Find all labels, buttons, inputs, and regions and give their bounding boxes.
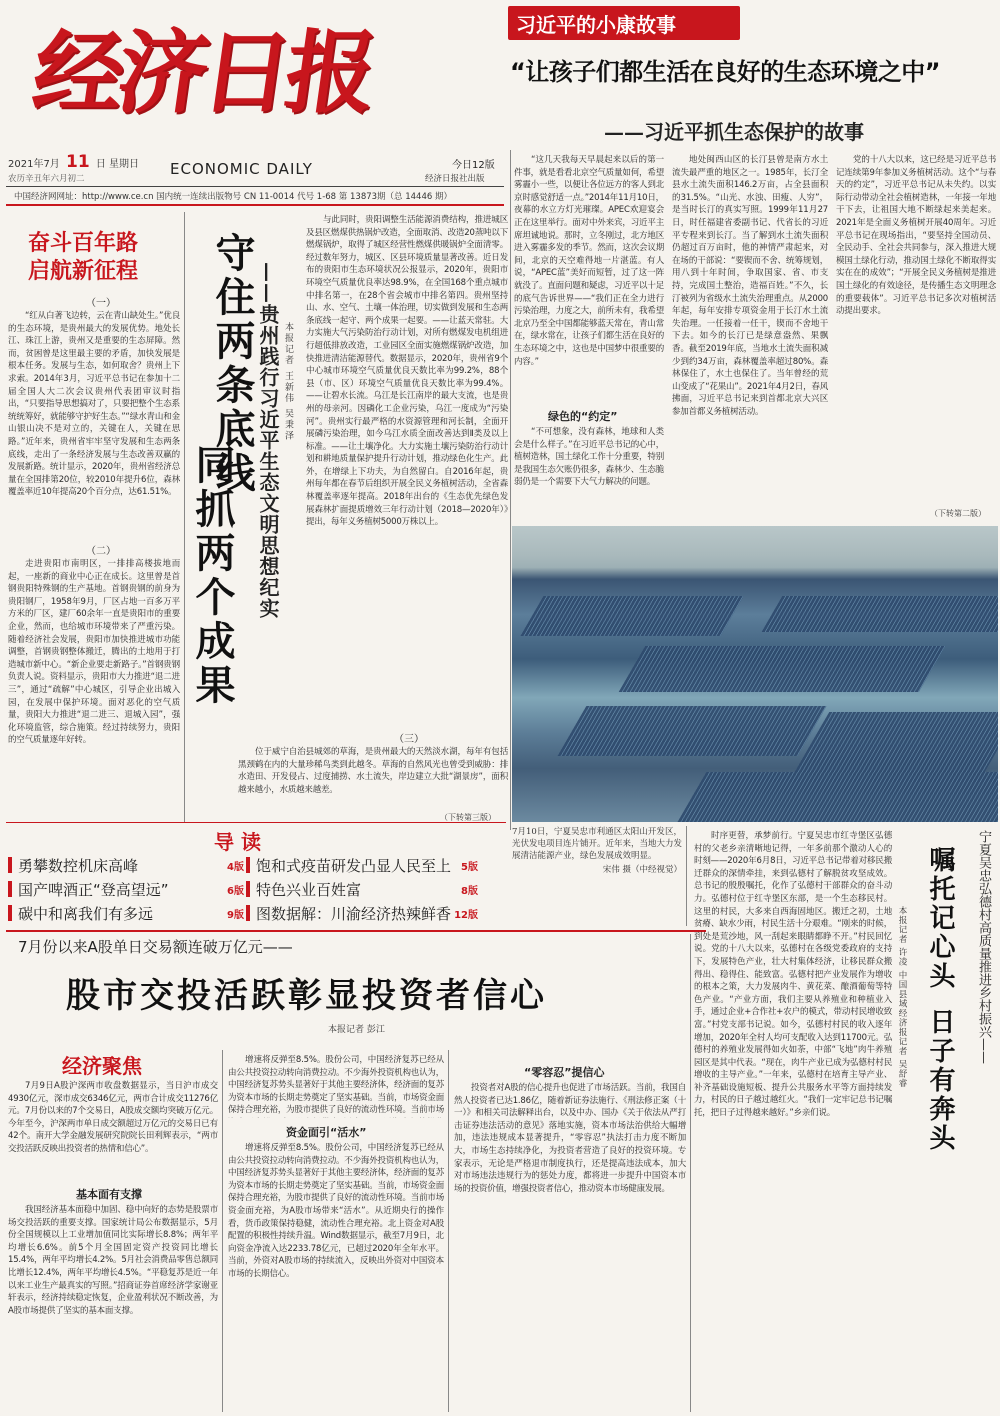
stock-paragraph-1: 7月9日A股沪深两市收盘数据显示，当日沪市成交4930亿元，深市成交6346亿元，两市合计成交11276亿元。7月份以来的7个交易日，A股成交额均突破万亿元。今年至今，沪深两市单日成交额超过万亿元的交易日已有42个。南开大学金融发展研究院院长田利辉表示，“两市交投活跃反映出投资者的热情和信心”。 (8, 1081, 218, 1154)
lunar-date: 农历辛丑年六月初二 (8, 174, 85, 184)
masthead-rule-2 (6, 204, 504, 206)
stock-text-2 (8, 1204, 218, 1412)
center-section-3: （三） (394, 734, 424, 745)
stock-paragraph-4: 投资者对A股的信心提升也促进了市场活跃。当前，我国自然人投资者已达1.86亿，随着新证券法施行、《刑法修正案（十一）》和相关司法解释出台，以及中办、国办《关于依法从严打击证券违法活动的意见》落地实施，资本市场法治供给大幅增加，违法违规成本显著提升，“零容忍”执法打击力度不断加大，市场生态持续净化，为投资者营造了良好的投资环境。专家表示，无论是严格退市制度执行，还是提高违法成本，加大对市场违法违规行为的惩处力度，都将进一步提升中国资本市场的投资价值，增强投资者信心，推动资本市场健康发展。 (454, 1083, 686, 1194)
ningxia-title-2: 日子有奔头 (925, 1008, 955, 1153)
stock-divider-2 (448, 1050, 449, 1412)
daodu-bar-6 (246, 905, 250, 921)
masthead-rule (6, 186, 504, 187)
story-col-1 (514, 154, 664, 404)
daodu-bar-4 (246, 881, 250, 897)
daodu-item-6[interactable] (246, 902, 478, 924)
left-headline-1: 奋斗百年路 (28, 231, 139, 256)
daodu-item-2[interactable] (246, 854, 478, 876)
daodu-title: 导 读 (214, 830, 261, 854)
daodu-item-1[interactable] (8, 854, 244, 876)
solar-farm-photo (512, 526, 998, 822)
ningxia-title-1: 嘱托记心头 (925, 846, 955, 991)
daodu-item-3[interactable] (8, 878, 244, 900)
story-subhead: 绿色的“约定” (548, 410, 618, 423)
stock-subhead-3: “零容忍”提信心 (524, 1066, 605, 1079)
stock-title: 股市交投活跃彰显投资者信心 (66, 976, 547, 1016)
left-paragraph-1: “红从白著飞边转，云在青山缺处生。”优良的生态环境，是贵州最大的发展优势。地处长江、珠江上游，贵州又是重要的生态屏障。然而，贫困曾是这里最主要的矛盾，加快发展是根本任务。发展与生态，如何取舍？贵州上下求索。2014年3月，习近平总书记在参加十二届全国人大二次会议贵州代表团审议时指出，“只要指导思想搞对了，只要把整个生态系统统筹好，就能够守护好生态。”“绿水青山和金山银山决不是对立的，关键在人，关键在思路。”近年来，贵州省牢牢坚守发展和生态两条底线，走出了一条经济发展与生态改善双赢的发展新路。统计显示，2020年，贵州省经济总量在全国排第20位，较2010年提升6位，森林覆盖率近10年提高20个百分点，达61.51%。 (8, 311, 180, 498)
daodu-label-6: 图数据解：川渝经济热辣鲜香 (256, 904, 452, 923)
photo-panels-5 (678, 772, 998, 822)
photo-panels-4 (795, 712, 998, 772)
date-day: 11 (66, 152, 90, 172)
main-byline: 本报记者 王新伟 吴秉泽 (283, 322, 293, 442)
stock-text-3a (228, 1054, 444, 1118)
story-col-3-text: 党的十八大以来，这已经是习近平总书记连续第9年参加义务植树活动。这个“与春天的约定”，习近平总书记从未失约。以实际行动带动全社会植树造林，一年接一年地干下去，让祖国大地不断绿起来美起来。2021年是全面义务植树开展40周年。习近平总书记在现场指出，“要坚持全国动员、全民动手、全社会共同参与，深入推进大规模国土绿化行动，推动国土绿化不断取得实实在在的成效”；“开展全民义务植树是推进国土绿化的有效途径，是传播生态文明理念的重要载体”。习近平总书记多次对植树活动提出要求。 (836, 155, 996, 317)
left-text-1 (8, 310, 180, 532)
story-continued: （下转第二版） (930, 509, 986, 518)
photo-panels-3 (558, 706, 827, 756)
daodu-label-4: 特色兴业百姓富 (256, 880, 362, 899)
stock-text-3b (228, 1142, 444, 1412)
ningxia-paragraph: 时序更替，承梦前行。宁夏吴忠市红寺堡区弘德村的父老乡亲清晰地记得，一年多前那个激动人心的时刻——2020年6月8日，习近平总书记带着对移民搬迁群众的深情牵挂，来到弘德村了解脱贫攻坚成效。总书记的殷殷嘱托，化作了弘德村干部群众的奋斗动力。弘德村位于红寺堡区东部，是一个生态移民村。这里的村民，大多来自西海固地区。搬迁之初，土地贫瘠、缺水少雨，村民生活十分艰难。“刚来的时候，到处是荒沙地，风一刮起来眼睛都睁不开。”村民回忆说。党的十八大以来，弘德村在各级党委政府的支持下，发展特色产业，壮大村集体经济，让移民群众搬得出、稳得住、能致富。弘德村把产业发展作为增收的根本之策，大力发展肉牛、黄花菜、酿酒葡萄等特色产业。“产业方面，我们主要从养殖业和种植业入手，通过企业+合作社+农户的模式，带动村民增收致富。”村党支部书记说。如今，弘德村村民的收入逐年增加，2020年全村人均可支配收入达到11700元。弘德村的养殖业发展得如火如荼，中部“飞地”肉牛养殖园区是其中代表。“现在，肉牛产业已成为弘德村村民增收的主导产业。”一年来，弘德村在培育主导产业、补齐基础设施短板、提升公共服务水平等方面持续发力，村民的日子越过越红火。“我们一定牢记总书记嘱托，把日子过得越来越好。”乡亲们说。 (694, 831, 892, 1119)
stock-divider-3 (690, 934, 691, 1412)
story-col-2-text: 地处闽西山区的长汀县曾是南方水土流失最严重的地区之一。1985年，长汀全县水土流失面积146.2万亩，占全县面积的31.5%。“山光、水浊、田瘦、人穷”，是当时长汀的真实写照。1999年11月27日，时任福建省委副书记、代省长的习近平专程来到长汀。当了解到水土流失面积仍超过百万亩时，他的神情严肃起来，对在场的干部说：“要锲而不舍、统筹规划，用八到十年时间，争取国家、省、市支持，完成国土整治，造福百姓。”不久，长汀被列为省级水土流失治理重点。从2000年起，每年安排专项资金用于长汀水土流失治理。一任接着一任干，锲而不舍地干下去。如今的长汀已是绿意盎然、果飘香。截至2019年底，当地水土流失面积减少到约34万亩，森林覆盖率超过80%。森林保住了，水土也保住了。当年曾经的荒山变成了“花果山”。2021年4月2日，春风拂面，习近平总书记来到首都北京大兴区参加首都义务植树活动。 (672, 155, 828, 417)
story-subtitle: ——习近平抓生态保护的故事 (604, 120, 864, 144)
daodu-page-6: 12版 (454, 909, 478, 921)
daodu-label-1: 勇攀数控机床高峰 (18, 856, 139, 875)
photo-caption-block (512, 826, 682, 926)
story-title: “让孩子们都生活在良好的生态环境之中” (510, 58, 941, 86)
stock-divider-1 (222, 1050, 223, 1412)
daodu-label-2: 饱和式疫苗研发凸显人民至上 (256, 856, 452, 875)
stock-byline: 本报记者 彭江 (328, 1025, 385, 1035)
left-section-1: （一） (86, 298, 116, 309)
daodu-item-4[interactable] (246, 878, 478, 900)
left-paragraph-2: 走进贵阳市南明区，一排排高楼拔地而起，一座新的商业中心正在成长。这里曾是首钢贵阳特殊钢的生产基地。首钢贵钢的前身为贵阳钢厂，1958年9月，厂区占地一百多万平方米的厂区，建厂60余年一直是贵阳市的重要企业，然而，也给城市环境带来了严重污染。随着经济社会发展，贵阳市加快推进城市功能调整，首钢贵钢整体搬迁，腾出的土地用于打造城市新中心。“新企业要走新路子。”首钢贵钢负责人说。资料显示，贵阳市大力推进“退二进三”，通过“疏解”中心城区，引导企业出城入园，在发展中保护环境。面对恶化的空气质量，贵阳大力推进“退二进三、退城入园”，强化环境监管，综合施策。经过持续努力，贵阳的空气质量逐年好转。 (8, 559, 180, 746)
daodu-page-2: 5版 (461, 861, 478, 873)
masthead-english: ECONOMIC DAILY (170, 160, 313, 178)
daodu-label-3: 国产啤酒正“登高望远” (18, 880, 169, 899)
stock-text-4 (454, 1082, 686, 1412)
story-kicker: 习近平的小康故事 (516, 13, 676, 37)
photo-credit: 宋伟 摄（中经视觉） (602, 865, 682, 875)
photo-caption: 7月10日，宁夏吴忠市利通区太阳山开发区，光伏发电项目连片铺开。近年来，当地大力发展清洁能源产业，绿色发展成效明显。 (512, 827, 683, 861)
ningxia-text-top (694, 830, 892, 1412)
story-col-2 (672, 154, 828, 520)
daodu-top-rule (6, 822, 506, 823)
date-weekday: 日 星期日 (95, 159, 140, 170)
daodu-item-5[interactable] (8, 902, 244, 924)
daodu-page-5: 9版 (227, 909, 244, 921)
main-subtitle: ——贵州践行习近平生态文明思想纪实 (256, 262, 280, 619)
daodu-bar-3 (8, 881, 12, 897)
ningxia-byline: 本报记者 许凌 中国县域经济报记者 吴舒睿 (897, 906, 907, 1089)
masthead-title: 经济日报 (26, 20, 378, 126)
daodu-label-5: 碳中和离我们有多远 (18, 904, 154, 923)
story-col-3 (836, 154, 996, 502)
story-col-1b (514, 426, 664, 522)
main-title-2: 同抓两个成果 (189, 444, 235, 708)
date-line (8, 152, 139, 172)
daodu-bar-2 (246, 857, 250, 873)
daodu-page-4: 8版 (461, 885, 478, 897)
center-divider (510, 150, 511, 830)
daodu-page-1: 4版 (227, 861, 244, 873)
date-month: 2021年7月 (8, 159, 60, 170)
left-section-2: （二） (86, 546, 116, 557)
page-count: 今日12版 (452, 160, 495, 171)
daodu-bar-5 (8, 905, 12, 921)
left-text-2 (8, 558, 180, 816)
center-text-b (238, 746, 508, 808)
ningxia-subtitle: 宁夏吴忠弘德村高质量推进乡村振兴—— (976, 830, 991, 1064)
stock-paragraph-3b: 增速将反弹至8.5%。股份公司，中国经济复苏已经从由公共投资拉动转向消费拉动。不少海外投资机构也认为，中国经济复苏势头显著好于其他主要经济体，经济面的复苏为资本市场的长期走势奠定了坚实基础。当前，市场资金面保持合理充裕，为股市提供了良好的流动性环境。当前市场资金面充裕，为A股市场带来“活水”。从近期央行的操作看，货币政策保持稳健，流动性合理充裕。北上资金对A股配置的积极性持续升温。Wind数据显示，截至7月9日，北向资金净流入达2233.78亿元，已超过2020年全年水平。当前，外资对A股市场的持续流入，反映出外资对中国资本市场的长期信心。 (228, 1143, 444, 1279)
daodu-page-3: 6版 (227, 885, 244, 897)
photo-panels-2 (619, 646, 946, 692)
stock-paragraph-3: 增速将反弹至8.5%。股份公司，中国经济复苏已经从由公共投资拉动转向消费拉动。不少海外投资机构也认为，中国经济复苏势头显著好于其他主要经济体，经济面的复苏为资本市场的长期走势奠定了坚实基础。当前，市场资金面保持合理充裕，为股市提供了良好的流动性环境。当前市场 (228, 1055, 444, 1116)
stock-subhead-2: 资金面引“活水” (286, 1126, 367, 1139)
story-col-1b-text: “不可想象，没有森林，地球和人类会是什么样子。”在习近平总书记的心中，植树造林，国土绿化工作十分重要，特别是我国生态欠账仍很多，森林少、生态脆弱仍是一个需要下大气力解决的问题。 (514, 427, 664, 488)
stock-text-1 (8, 1080, 218, 1180)
center-paragraph-b: 位于威宁自治县城郊的草海，是贵州最大的天然淡水湖，每年有包括黑颈鹤在内的大量珍稀鸟类到此越冬。草海的自然风光也曾受到威胁：排水造田、开发侵占、过度捕捞、水土流失，岸边建立大批“湖景房”，面积越来越小，水质越来越差。 (238, 747, 508, 795)
stock-paragraph-2: 我国经济基本面稳中加固、稳中向好的态势是股票市场交投活跃的重要支撑。国家统计局公布数据显示，5月份全国规模以上工业增加值同比实际增长8.8%；两年平均增长6.6%。前5个月全国固定资产投资同比增长15.4%，两年平均增长4.2%。5月社会消费品零售总额同比增长12.4%，两年平均增长4.5%。“平稳复苏是近一年以来工业生产最真实的写照。”招商证券首席经济学家谢亚轩表示，经济持续稳定恢复，企业盈利状况不断改善，为A股市场提供了坚实的基本面支撑。 (8, 1205, 218, 1316)
left-divider (184, 212, 185, 822)
left-headline-2: 启航新征程 (28, 259, 139, 284)
daodu-list (8, 854, 504, 926)
center-paragraph-a: 与此同时，贵阳调整生活能源消费结构，推进城区及县区燃煤供热锅炉改造，全面取消、改造20蒸吨以下燃煤锅炉，取得了城区经营性燃煤供暖锅炉全面清零。经过数年努力，城区、区县环境质量显著改善。近日发布的贵阳市生态环境状况公报显示，2020年，贵阳市环境空气质量优良率达98.9%，在全国168个重点城市中排名第一，在28个省会城市中排名第四。贵州坚持山、水、空气、土壤一体治理，切实做到发展和生态两条底线一起守、两个成果一起要。——让蓝天常驻。大力实施大气污染防治行动计划，对所有燃煤发电机组进行超低排放改造，工业园区全面实施燃煤锅炉改造，加快推进清洁能源替代。数据显示，2020年，贵州省9个中心城市环境空气质量优良天数比率为99.2%，88个县（市、区）环境空气质量优良天数比率为99.4%。——让碧水长流。乌江是长江南岸的最大支流，也是贵州的母亲河。因磷化工企业污染，乌江一度成为“污染河”。贵州实行最严格的水资源管理和河长制，全面开展磷污染治理，如今乌江水质全面改善达到Ⅱ类及以上标准。——让土壤净化。大力实施土壤污染防治行动计划和耕地质量保护提升行动计划，推动绿色化生产。此外，在增绿上下功夫，为自然留白。自2016年起，贵州每年都在春节后组织开展全民义务植树活动，全省森林覆盖率逐年提高。2018年出台的《生态优先绿色发展森林扩面提质增效三年行动计划（2018—2020年）》提出，每年义务植树5000万株以上。 (306, 215, 508, 528)
photo-panels-6 (762, 596, 998, 632)
photo-divider (686, 826, 687, 926)
center-text-a (306, 214, 508, 722)
publisher: 经济日报社出版 (425, 174, 485, 184)
daodu-bottom-rule (6, 930, 706, 932)
main-title-1: 守住两条底线 (209, 232, 255, 496)
photo-panels-1 (520, 596, 743, 636)
stock-subhead-1: 基本面有支撑 (76, 1188, 142, 1201)
center-continued: （下转第三版） (440, 813, 496, 822)
stock-tag: 经济聚焦 (62, 1054, 142, 1078)
stock-kicker: 7月份以来A股单日交易额连破万亿元—— (18, 938, 293, 956)
daodu-bar-1 (8, 857, 12, 873)
website-line: 中国经济网网址：http://www.ce.cn 国内统一连续出版物号 CN 11-0014 代号 1-68 第 13873期（总 14446 期） (14, 192, 452, 202)
story-col-1-text: “这几天我每天早晨起来以后的第一件事，就是看看北京空气质量如何，希望雾霾小一些，以便让各位远方的客人到北京时感觉舒适一点。”2014年11月10日，夜幕的水立方灯光璀璨。APEC欢迎宴会正在这里举行。面对中外来宾，习近平主席坦诚地说。那时，立冬刚过，北方地区进入雾霾多发的季节。然而，这次会议期间，北京的天空难得地一片湛蓝。有人说，“APEC蓝”美好而短暂，过了这一阵就没了。直面问题和疑虑，习近平以十足的底气告诉世界——“我们正在全力进行污染治理，力度之大，前所未有，我希望北京乃至全中国都能够蓝天常在，青山常在，绿水常在，让孩子们都生活在良好的生态环境之中，这也是中国梦中很重要的内容。” (514, 155, 664, 367)
